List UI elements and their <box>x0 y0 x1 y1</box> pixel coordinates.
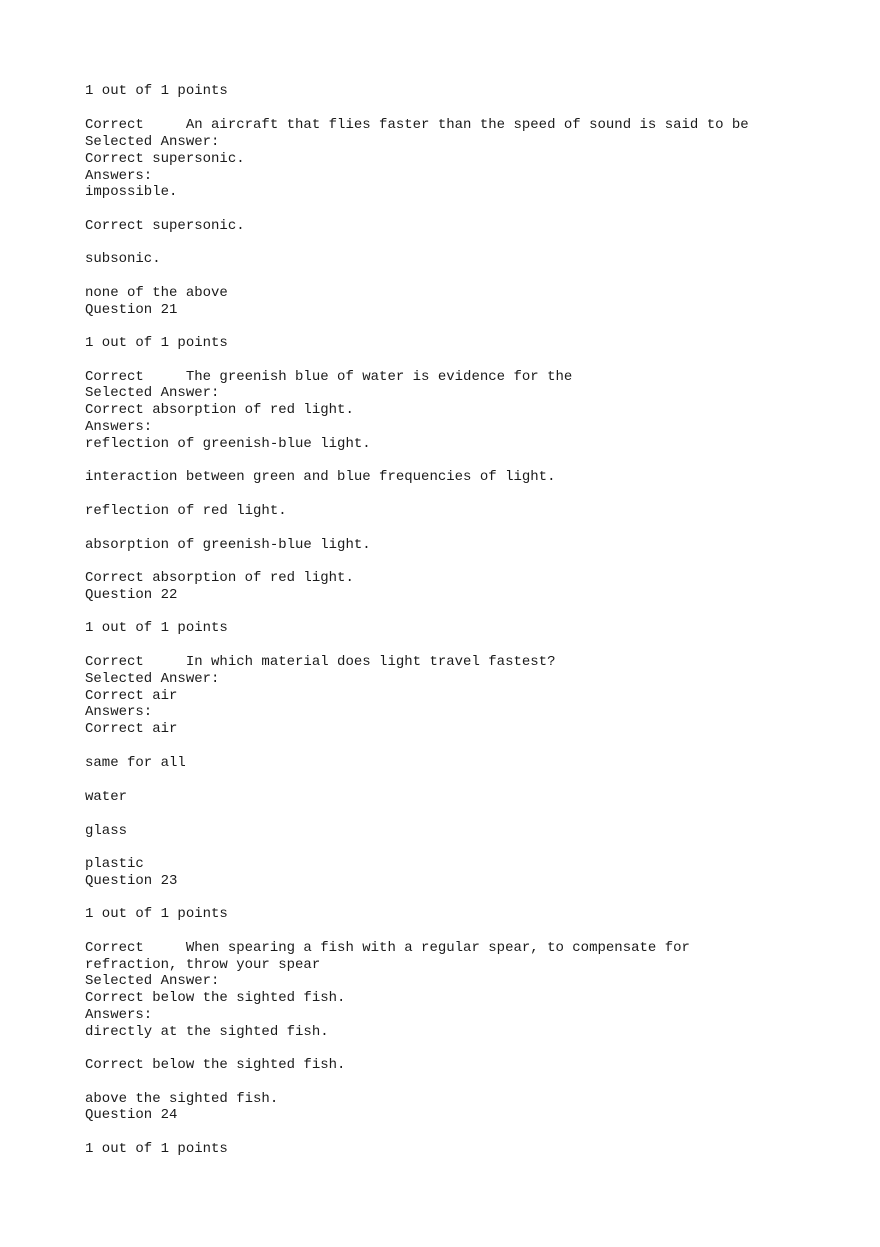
answers-label: Answers: <box>85 704 153 720</box>
answer-option: reflection of greenish-blue light. <box>85 436 371 452</box>
selected-answer-label: Selected Answer: <box>85 671 220 687</box>
answer-option: impossible. <box>85 184 178 200</box>
answer-option: Correct air <box>85 721 178 737</box>
question-number: Question 24 <box>85 1107 178 1123</box>
points-label: 1 out of 1 points <box>85 335 228 351</box>
selected-answer: Correct absorption of red light. <box>85 402 354 418</box>
answer-option: glass <box>85 823 128 839</box>
answer-option: absorption of greenish-blue light. <box>85 537 371 553</box>
question-text: Correct The greenish blue of water is evidence for the <box>85 369 573 385</box>
answer-option: subsonic. <box>85 251 161 267</box>
question-text: Correct In which material does light travel fastest? <box>85 654 556 670</box>
selected-answer-label: Selected Answer: <box>85 973 220 989</box>
answer-option: Correct absorption of red light. <box>85 570 354 586</box>
answer-option: Correct supersonic. <box>85 218 245 234</box>
answer-option: interaction between green and blue frequencies of light. <box>85 469 556 485</box>
points-label: 1 out of 1 points <box>85 1141 228 1157</box>
points-label: 1 out of 1 points <box>85 906 228 922</box>
answer-option: water <box>85 789 128 805</box>
answer-option: none of the above <box>85 285 228 301</box>
question-text-continued: refraction, throw your spear <box>85 957 321 973</box>
answers-label: Answers: <box>85 419 153 435</box>
answer-option: plastic <box>85 856 144 872</box>
points-label: 1 out of 1 points <box>85 83 228 99</box>
answer-option: above the sighted fish. <box>85 1091 279 1107</box>
selected-answer-label: Selected Answer: <box>85 134 220 150</box>
answer-option: directly at the sighted fish. <box>85 1024 329 1040</box>
answer-option: same for all <box>85 755 186 771</box>
selected-answer-label: Selected Answer: <box>85 385 220 401</box>
question-number: Question 21 <box>85 302 178 318</box>
selected-answer: Correct supersonic. <box>85 151 245 167</box>
question-text: Correct When spearing a fish with a regular spear, to compensate for <box>85 940 690 956</box>
points-label: 1 out of 1 points <box>85 620 228 636</box>
answers-label: Answers: <box>85 168 153 184</box>
answer-option: reflection of red light. <box>85 503 287 519</box>
question-text: Correct An aircraft that flies faster than the speed of sound is said to be <box>85 117 749 133</box>
answers-label: Answers: <box>85 1007 153 1023</box>
answer-option: Correct below the sighted fish. <box>85 1057 346 1073</box>
question-number: Question 23 <box>85 873 178 889</box>
selected-answer: Correct air <box>85 688 178 704</box>
selected-answer: Correct below the sighted fish. <box>85 990 346 1006</box>
question-number: Question 22 <box>85 587 178 603</box>
